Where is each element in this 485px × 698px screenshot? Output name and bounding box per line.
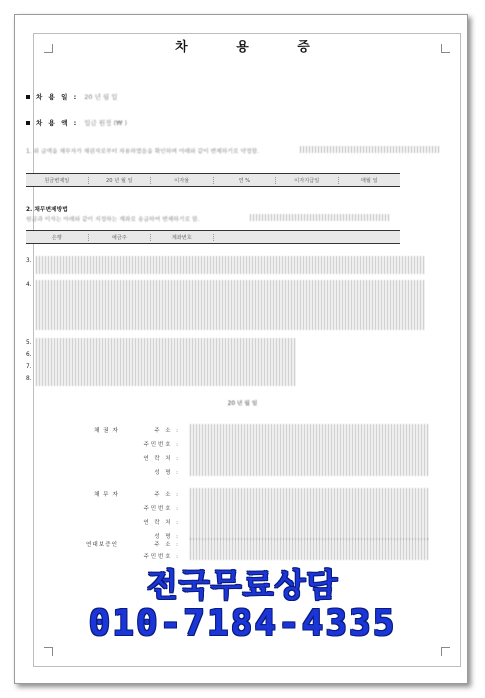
section-5-number: 5. — [26, 340, 32, 346]
bullet-icon — [26, 95, 30, 99]
creditor-field: 주 소 : — [154, 428, 180, 434]
table-cell: 이자율 — [151, 177, 214, 184]
free-consultation-banner: 전국무료상담 — [146, 566, 339, 604]
creditor-field: 성 명 : — [154, 470, 180, 476]
section-2-text: 원금과 이자는 아래와 같이 지정하는 계좌로 송금하여 변제하기로 함. — [26, 217, 200, 223]
header-value: 20 년 월 일 — [84, 93, 118, 101]
section-2-title: 2. 채무변제방법 — [26, 207, 68, 213]
header-value: 일금 원정 (₩ ) — [84, 119, 128, 127]
guarantor-label: 연대보증인 — [86, 542, 119, 548]
header-label: 차 용 액 : — [36, 119, 79, 127]
blurred-text — [300, 146, 440, 153]
blurred-text — [190, 424, 428, 476]
section-1-text: 1. 위 금액을 채무자가 채권자로부터 차용하였음을 확인하며 아래와 같이 변제하기로 약정함. — [26, 149, 259, 155]
bullet-icon — [26, 121, 30, 125]
repayment-table — [26, 173, 400, 187]
table-cell: 원금변제일 — [26, 177, 89, 184]
debtor-label: 채 무 자 — [94, 492, 119, 498]
section-8-number: 8. — [26, 376, 32, 382]
creditor-field: 주민번호 : — [143, 442, 180, 448]
corner-mark — [441, 647, 450, 656]
blurred-text — [190, 538, 428, 560]
debtor-field: 연 락 처 : — [143, 520, 180, 526]
document-title: 차 용 증 — [175, 40, 332, 55]
corner-mark — [44, 647, 53, 656]
creditor-label: 채 권 자 — [94, 428, 119, 434]
table-cell: 매월 일 — [360, 177, 378, 184]
phone-number-banner: 010-7184-4335 — [88, 603, 397, 644]
section-3-number: 3. — [26, 258, 32, 264]
table-cell: 계좌번호 — [151, 234, 214, 241]
signing-date: 20 년 월 일 — [227, 401, 258, 407]
debtor-field: 주 소 : — [154, 492, 180, 498]
account-table — [26, 230, 400, 244]
header-label: 차 용 일 : — [36, 93, 79, 101]
header-row-date — [26, 92, 118, 101]
section-4-number: 4. — [26, 282, 32, 288]
guarantor-field: 주 소 : — [154, 542, 180, 548]
blurred-text — [36, 338, 296, 386]
creditor-field: 연 락 처 : — [143, 456, 180, 462]
section-6-number: 6. — [26, 352, 32, 358]
debtor-field: 주민번호 : — [143, 506, 180, 512]
blurred-text — [36, 256, 426, 274]
guarantor-field: 주민번호 : — [143, 554, 180, 560]
table-cell: 이자지급일 — [276, 177, 339, 184]
blurred-text — [36, 280, 426, 330]
section-7-number: 7. — [26, 364, 32, 370]
debtor-field: 성 명 : — [154, 534, 180, 540]
blurred-text — [190, 488, 428, 540]
table-cell: 20 년 월 일 — [89, 177, 152, 184]
blurred-text — [250, 214, 390, 221]
table-cell: 은행 — [26, 234, 89, 241]
table-cell: 예금주 — [89, 234, 152, 241]
table-cell: 연 % — [214, 177, 277, 184]
header-row-amount — [26, 118, 127, 127]
